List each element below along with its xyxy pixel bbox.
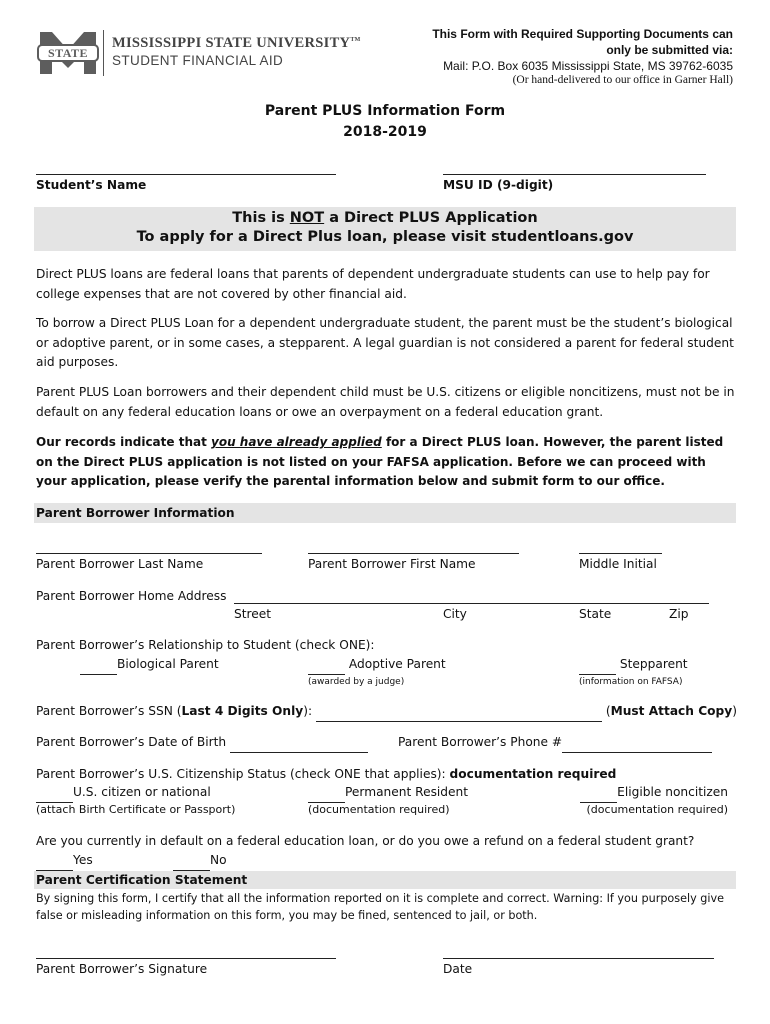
phone-label: Parent Borrower’s Phone # <box>398 735 563 749</box>
first-name-field[interactable] <box>308 552 519 554</box>
ssn-end: ): <box>303 704 313 718</box>
date-field[interactable] <box>443 957 714 959</box>
banner-post: a Direct PLUS Application <box>324 210 538 226</box>
logo-word: STATE <box>47 46 89 60</box>
banner-line1 <box>34 210 736 226</box>
adoptive-note: (awarded by a judge) <box>308 677 405 687</box>
ssn-row <box>36 702 737 722</box>
citizenship-required: documentation required <box>449 767 617 781</box>
stepparent-label: Stepparent <box>616 657 688 671</box>
citizenship-text: Parent Borrower’s U.S. Citizenship Status (check ONE that applies): <box>36 767 450 781</box>
student-name-field[interactable] <box>36 173 336 175</box>
permanent-resident-option[interactable] <box>308 783 468 803</box>
relationship-label: Parent Borrower’s Relationship to Student (check ONE): <box>36 638 375 652</box>
mail-address: Mail: P.O. Box 6035 Mississippi State, MS 39762-6035 <box>443 59 733 73</box>
signature-field[interactable] <box>36 957 336 959</box>
paragraph-2: To borrow a Direct PLUS Loan for a dependent undergraduate student, the parent must be the student’s biological or adoptive parent, or in some cases, a stepparent. A legal guardian is not considered a parent for federal student aid purposes. <box>36 316 734 369</box>
p4-emphasis: you have already applied <box>211 435 382 449</box>
section-certification <box>34 871 736 889</box>
default-no-option[interactable] <box>173 851 227 871</box>
banner-not: NOT <box>289 210 325 226</box>
citizenship-label <box>36 765 616 785</box>
form-title: Parent PLUS Information Form <box>264 103 506 119</box>
permanent-resident-note: (documentation required) <box>308 803 450 816</box>
home-address-label: Parent Borrower Home Address <box>36 589 227 603</box>
dob-field[interactable] <box>230 739 368 753</box>
dob-row <box>36 733 368 753</box>
university-name-text: MISSISSIPPI STATE UNIVERSITY <box>112 35 351 51</box>
zip-label: Zip <box>669 607 689 621</box>
default-no-checkbox[interactable] <box>173 857 210 871</box>
submit-note-line1: This Form with Required Supporting Documents can <box>432 27 733 41</box>
default-yes-label: Yes <box>73 853 93 867</box>
stepparent-checkbox[interactable] <box>579 661 616 675</box>
university-name <box>112 35 361 52</box>
biological-option[interactable] <box>80 655 219 675</box>
ssn-attach-close: ) <box>732 704 737 718</box>
department-name: STUDENT FINANCIAL AID <box>112 53 284 68</box>
section2-title: Parent Certification Statement <box>36 873 248 887</box>
stepparent-note: (information on FAFSA) <box>579 677 683 687</box>
default-yes-checkbox[interactable] <box>36 857 73 871</box>
not-application-banner <box>34 207 736 251</box>
submit-note-line2: only be submitted via: <box>606 43 733 57</box>
adoptive-checkbox[interactable] <box>308 661 345 675</box>
university-logo <box>36 30 100 76</box>
eligible-noncitizen-option[interactable] <box>580 783 728 803</box>
city-label: City <box>443 607 467 621</box>
paragraph-3: Parent PLUS Loan borrowers and their dependent child must be U.S. citizens or eligible noncitizens, must not be in default on any federal education loans or owe an overpayment on a federal education grant. <box>36 385 735 419</box>
p4-pre: Our records indicate that <box>36 435 211 449</box>
ssn-bold: Last 4 Digits Only <box>181 704 304 718</box>
banner-pre: This is <box>232 210 290 226</box>
dob-label: Parent Borrower’s Date of Birth <box>36 735 227 749</box>
eligible-noncitizen-label: Eligible noncitizen <box>617 785 728 799</box>
adoptive-option[interactable] <box>308 655 446 675</box>
middle-initial-label: Middle Initial <box>579 557 657 571</box>
last-name-label: Parent Borrower Last Name <box>36 557 204 571</box>
us-citizen-note: (attach Birth Certificate or Passport) <box>36 803 236 816</box>
us-citizen-checkbox[interactable] <box>36 789 73 803</box>
hand-delivery-note: (Or hand-delivered to our office in Garner Hall) <box>512 74 733 86</box>
ssn-attach: Must Attach Copy <box>610 704 733 718</box>
stepparent-option[interactable] <box>579 655 688 675</box>
permanent-resident-checkbox[interactable] <box>308 789 345 803</box>
ssn-field[interactable] <box>316 708 602 722</box>
adoptive-label: Adoptive Parent <box>345 657 446 671</box>
permanent-resident-label: Permanent Resident <box>345 785 469 799</box>
form-year: 2018-2019 <box>343 124 427 140</box>
section-parent-borrower-info <box>34 503 736 523</box>
section1-title: Parent Borrower Information <box>36 506 235 520</box>
biological-checkbox[interactable] <box>80 661 117 675</box>
paragraph-4 <box>36 433 736 492</box>
biological-label: Biological Parent <box>117 657 219 671</box>
date-label: Date <box>443 962 473 976</box>
logo-divider <box>103 30 104 76</box>
phone-row <box>398 733 712 753</box>
signature-label: Parent Borrower’s Signature <box>36 962 208 976</box>
p4-post: for a Direct PLUS loan. However, the parent listed on the Direct PLUS application is not listed on your FAFSA application. Before we can proceed with your application, please verify the parental information below and submit form to our office. <box>36 435 724 488</box>
paragraph-1: Direct PLUS loans are federal loans that parents of dependent undergraduate students can use to help pay for college expenses that are not covered by other financial aid. <box>36 267 710 301</box>
msu-id-field[interactable] <box>443 173 706 175</box>
certification-text: By signing this form, I certify that all the information reported on it is complete and correct. Warning: If you purposely give false or misleading information on this form, you may be fined, sentenced to jail, or both. <box>36 892 724 922</box>
middle-initial-field[interactable] <box>579 552 662 554</box>
phone-field[interactable] <box>562 739 712 753</box>
ssn-attach-open: ( <box>601 704 611 718</box>
banner-line2: To apply for a Direct Plus loan, please visit studentloans.gov <box>136 229 634 245</box>
state-label: State <box>579 607 612 621</box>
default-no-label: No <box>210 853 227 867</box>
trademark: TM <box>350 37 361 44</box>
student-name-label: Student’s Name <box>36 178 147 192</box>
first-name-label: Parent Borrower First Name <box>308 557 476 571</box>
home-address-field[interactable] <box>234 602 709 604</box>
us-citizen-label: U.S. citizen or national <box>73 785 211 799</box>
msu-id-label: MSU ID (9-digit) <box>443 178 554 192</box>
street-label: Street <box>234 607 272 621</box>
us-citizen-option[interactable] <box>36 783 211 803</box>
eligible-noncitizen-note: (documentation required) <box>586 803 728 816</box>
default-question: Are you currently in default on a federal education loan, or do you owe a refund on a federal student grant? <box>36 834 695 848</box>
default-yes-option[interactable] <box>36 851 93 871</box>
eligible-noncitizen-checkbox[interactable] <box>580 789 617 803</box>
last-name-field[interactable] <box>36 552 262 554</box>
ssn-label: Parent Borrower’s SSN ( <box>36 704 182 718</box>
